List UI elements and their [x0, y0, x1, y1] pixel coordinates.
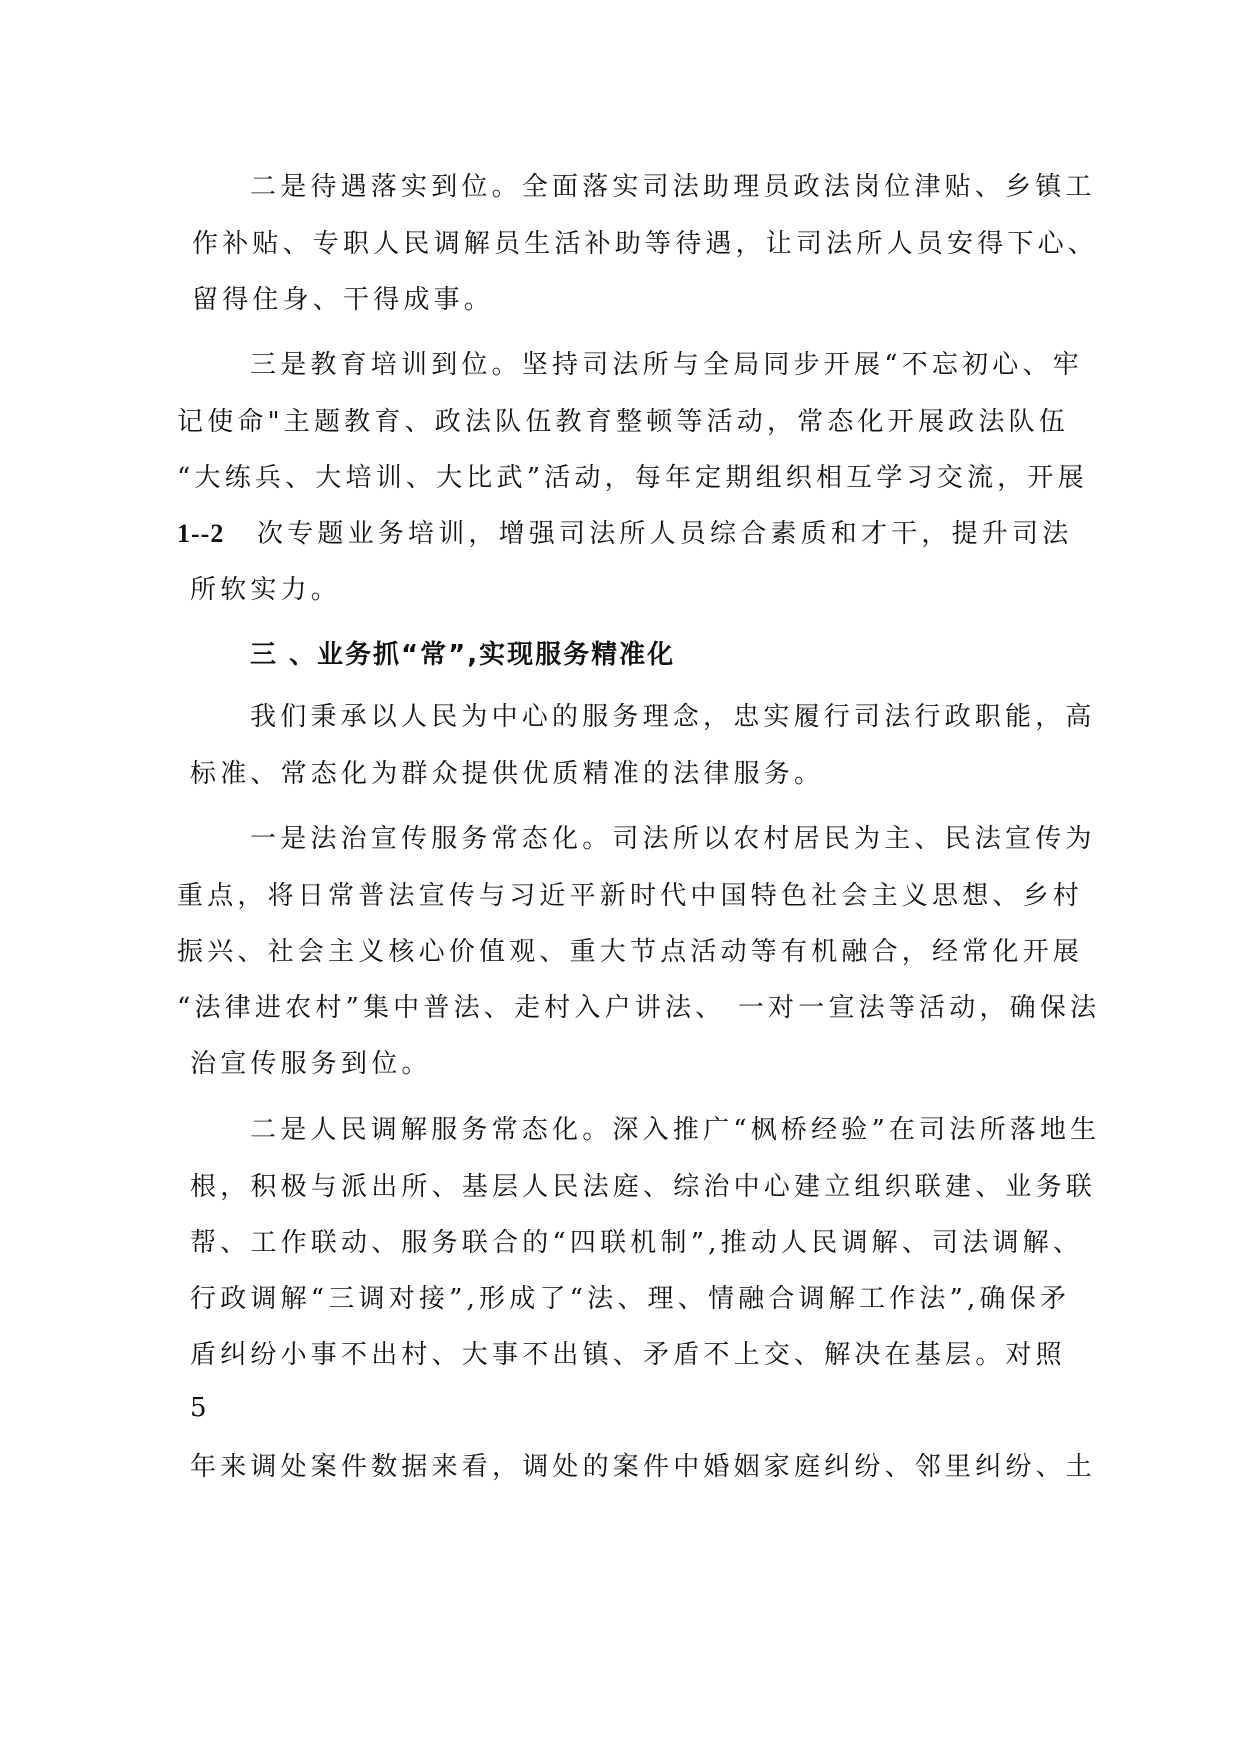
text-line: 所软实力。	[190, 575, 342, 605]
text-line: 重点，将日常普法宣传与习近平新时代中国特色社会主义思想、乡村	[177, 881, 1084, 911]
text-line: 作补贴、专职人民调解员生活补助等待遇，让司法所人员安得下心、	[192, 229, 1099, 259]
text-line: 标准、常态化为群众提供优质精准的法律服务。	[190, 759, 825, 789]
text-line: 记使命"主题教育、政法队伍教育整顿等活动，常态化开展政法队伍	[177, 407, 1069, 437]
text-line: 二是待遇落实到位。全面落实司法助理员政法岗位津贴、乡镇工	[250, 172, 1096, 202]
text-line	[177, 517, 1072, 551]
text-line: “大练兵、大培训、大比武”活动，每年定期组织相互学习交流，开展	[177, 463, 1088, 493]
training-count: 1--2	[177, 519, 225, 548]
text-line: 一是法治宣传服务常态化。司法所以农村居民为主、民法宣传为	[250, 824, 1096, 854]
text-line: 三是教育培训到位。坚持司法所与全局同步开展“不忘初心、牢	[250, 350, 1083, 380]
text-line: 我们秉承以人民为中心的服务理念，忠实履行司法行政职能，高	[250, 702, 1096, 732]
text-line: 年来调处案件数据来看，调处的案件中婚姻家庭纠纷、邻里纠纷、土	[190, 1452, 1097, 1482]
text-line: 治宣传服务到位。	[190, 1049, 432, 1079]
text-line: 行政调解“三调对接”,形成了“法、理、情融合调解工作法”,确保矛	[190, 1284, 1071, 1314]
section-heading: 三 、业务抓“常”,实现服务精准化	[250, 640, 676, 670]
text-line: 盾纠纷小事不出村、大事不出镇、矛盾不上交、解决在基层。对照	[190, 1340, 1066, 1370]
text-line: 根，积极与派出所、基层人民法庭、综治中心建立组织联建、业务联	[190, 1172, 1097, 1202]
text-line: 留得住身、干得成事。	[192, 285, 495, 315]
text-segment: 次专题业务培训，增强司法所人员综合素质和才干，提升司法	[257, 519, 1073, 549]
text-line: 振兴、社会主义核心价值观、重大节点活动等有机融合，经常化开展	[177, 937, 1084, 967]
text-line: 帮、工作联动、服务联合的“四联机制”,推动人民调解、司法调解、	[190, 1228, 1084, 1258]
text-line: 二是人民调解服务常态化。深入推广“枫桥经验”在司法所落地生	[250, 1115, 1101, 1145]
text-line: “法律进农村”集中普法、走村入户讲法、 一对一宣法等活动，确保法	[177, 993, 1101, 1023]
year-count: 5	[190, 1393, 211, 1423]
